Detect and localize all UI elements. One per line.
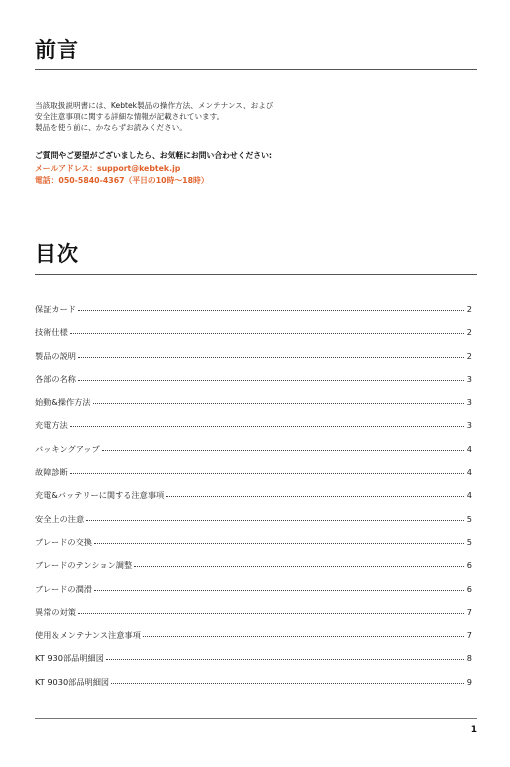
toc-entry-page: 3 [466,373,472,384]
toc-entry-title: ブレードの潤滑 [35,583,92,594]
toc-dot-leader [166,495,464,497]
toc-entry-title: 始動&操作方法 [35,397,91,408]
preface-divider [35,69,477,70]
toc-entry-page: 2 [466,350,472,361]
toc-entry[interactable] [35,490,472,513]
toc-entry-title: ブレードの交換 [35,536,92,547]
toc-dot-leader [78,612,464,614]
toc-entry-page: 4 [466,443,472,454]
toc-dot-leader [70,332,464,334]
toc-entry[interactable] [35,584,472,607]
toc-dot-leader [94,589,464,591]
intro-line: 当該取扱説明書には、Kebtek製品の操作方法、メンテナンス、および [35,101,274,110]
toc-entry[interactable] [35,607,472,630]
toc-entry-title: KT 930部品明細図 [35,653,104,664]
contact-email[interactable]: メールアドレス：support@kebtek.jp [35,163,181,173]
toc-entry-title: 製品の説明 [35,350,76,361]
toc-entry-title: 故障診断 [35,467,68,478]
toc-dot-leader [94,542,464,544]
toc-entry-page: 4 [466,467,472,478]
toc-entry-title: KT 9030部品明細図 [35,676,110,687]
toc-entry[interactable] [35,537,472,560]
toc-entry[interactable] [35,514,472,537]
toc-entry-page: 3 [466,397,472,408]
toc-entry-page: 7 [466,630,472,641]
page-number: 1 [470,725,477,735]
toc-entry-page: 6 [466,560,472,571]
toc-dot-leader [106,658,464,660]
toc-entry[interactable] [35,630,472,653]
intro-line: 安全注意事項に関する詳細な情報が記載されています。 [35,112,225,121]
toc-entry-title: 技術仕様 [35,327,68,338]
toc-dot-leader [70,425,464,427]
toc-entry-title: 各部の名称 [35,373,76,384]
toc-entry-title: バッキングアップ [35,443,100,454]
toc-entry-page: 7 [466,606,472,617]
toc-entry[interactable] [35,677,472,700]
toc-entry[interactable] [35,444,472,467]
toc-entry[interactable] [35,397,472,420]
toc-entry[interactable] [35,653,472,676]
intro-paragraph [35,100,273,133]
toc-dot-leader [78,379,464,381]
toc-entry-page: 5 [466,536,472,547]
toc-dot-leader [143,635,464,637]
toc-dot-leader [70,472,464,474]
intro-line: 製品を使う前に、かならずお読みください。 [35,123,187,132]
toc-dot-leader [78,309,464,311]
toc-dot-leader [78,356,464,358]
preface-heading: 前言 [35,38,79,62]
toc-dot-leader [134,565,464,567]
toc-divider [35,274,477,275]
toc-entry[interactable] [35,467,472,490]
toc-entry-page: 3 [466,420,472,431]
toc-entry[interactable] [35,560,472,583]
toc-entry-page: 2 [466,304,472,314]
toc-entry[interactable] [35,351,472,374]
toc-dot-leader [86,519,464,521]
toc-entry-title: 保証カード [35,304,76,314]
contact-phone[interactable]: 電話：050-5840-4367（平日の10時～18時） [35,176,209,185]
toc-heading: 目次 [35,242,79,266]
toc-entry[interactable] [35,420,472,443]
toc-entry-page: 8 [466,653,472,664]
toc-entry[interactable] [35,304,472,327]
toc-entry-title: ブレードのテンション調整 [35,560,133,571]
toc-list [35,304,472,700]
toc-entry-title: 異常の対策 [35,606,76,617]
toc-dot-leader [93,402,464,404]
toc-entry-page: 9 [466,676,472,687]
toc-dot-leader [102,449,464,451]
footer-divider [35,718,477,719]
toc-entry-page: 6 [466,583,472,594]
toc-entry-title: 使用＆メンテナンス注意事項 [35,630,141,641]
toc-entry[interactable] [35,374,472,397]
toc-entry-page: 5 [466,513,472,524]
toc-dot-leader [111,682,464,684]
toc-entry-title: 安全上の注意 [35,513,85,524]
toc-entry-title: 充電方法 [35,420,68,431]
contact-question: ご質問やご要望がございましたら、お気軽にお問い合わせください: [35,151,273,160]
toc-entry-page: 2 [466,327,472,338]
contact-block [35,150,272,188]
toc-entry[interactable] [35,327,472,350]
toc-entry-page: 4 [466,490,472,501]
toc-entry-title: 充電&バッテリーに関する注意事項 [35,490,165,501]
